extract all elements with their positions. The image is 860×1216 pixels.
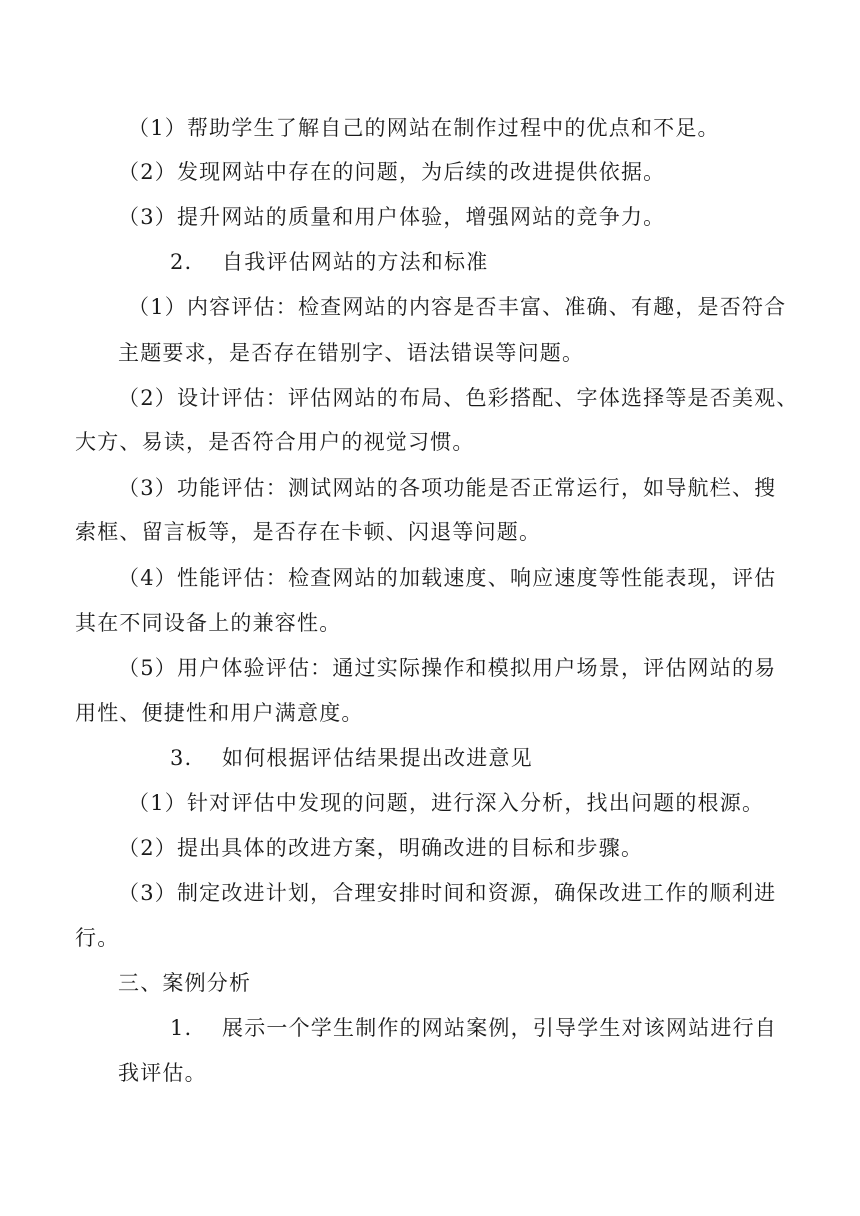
improve-item-3-line-1: （3）制定改进计划，合理安排时间和资源，确保改进工作的顺利进: [118, 881, 777, 905]
method-item-3-line-2: 索框、留言板等，是否存在卡顿、闪退等问题。: [75, 520, 542, 544]
goal-item-1: （1）帮助学生了解自己的网站在制作过程中的优点和不足。: [128, 116, 720, 140]
improve-item-3-line-2: 行。: [75, 926, 120, 950]
method-item-5-line-1: （5）用户体验评估：通过实际操作和模拟用户场景，评估网站的易: [118, 656, 777, 680]
section-3-heading: [170, 744, 533, 772]
goal-item-2: （2）发现网站中存在的问题，为后续的改进提供依据。: [118, 160, 666, 184]
improve-item-2: （2）提出具体的改进方案，明确改进的目标和步骤。: [118, 836, 644, 860]
section-2-title: 自我评估网站的方法和标准: [222, 250, 489, 274]
section-2-number: 2.: [170, 250, 193, 274]
section-3-number: 3.: [170, 746, 193, 770]
method-item-3-line-1: （3）功能评估：测试网站的各项功能是否正常运行，如导航栏、搜: [118, 476, 777, 500]
method-item-4-line-2: 其在不同设备上的兼容性。: [75, 611, 342, 635]
method-item-1-line-1: （1）内容评估：检查网站的内容是否丰富、准确、有趣，是否符合: [128, 295, 787, 319]
goal-item-3: （3）提升网站的质量和用户体验，增强网站的竞争力。: [118, 205, 666, 229]
case-item-1-line-2: 我评估。: [118, 1061, 207, 1085]
method-item-2-line-2: 大方、易读，是否符合用户的视觉习惯。: [75, 430, 475, 454]
method-item-5-line-2: 用性、便捷性和用户满意度。: [75, 701, 364, 725]
case-item-1-number: 1.: [170, 1016, 193, 1040]
part-3-heading: 三、案例分析: [118, 971, 252, 995]
method-item-2-line-1: （2）设计评估：评估网站的布局、色彩搭配、字体选择等是否美观、: [118, 386, 799, 410]
case-item-1-line-1: [170, 1014, 777, 1042]
method-item-1-line-2: 主题要求，是否存在错别字、语法错误等问题。: [118, 341, 585, 365]
improve-item-1: （1）针对评估中发现的问题，进行深入分析，找出问题的根源。: [128, 791, 765, 815]
section-2-heading: [170, 248, 488, 276]
section-3-title: 如何根据评估结果提出改进意见: [222, 746, 533, 770]
case-item-1-text: 展示一个学生制作的网站案例，引导学生对该网站进行自: [222, 1016, 777, 1040]
method-item-4-line-1: （4）性能评估：检查网站的加载速度、响应速度等性能表现，评估: [118, 566, 777, 590]
